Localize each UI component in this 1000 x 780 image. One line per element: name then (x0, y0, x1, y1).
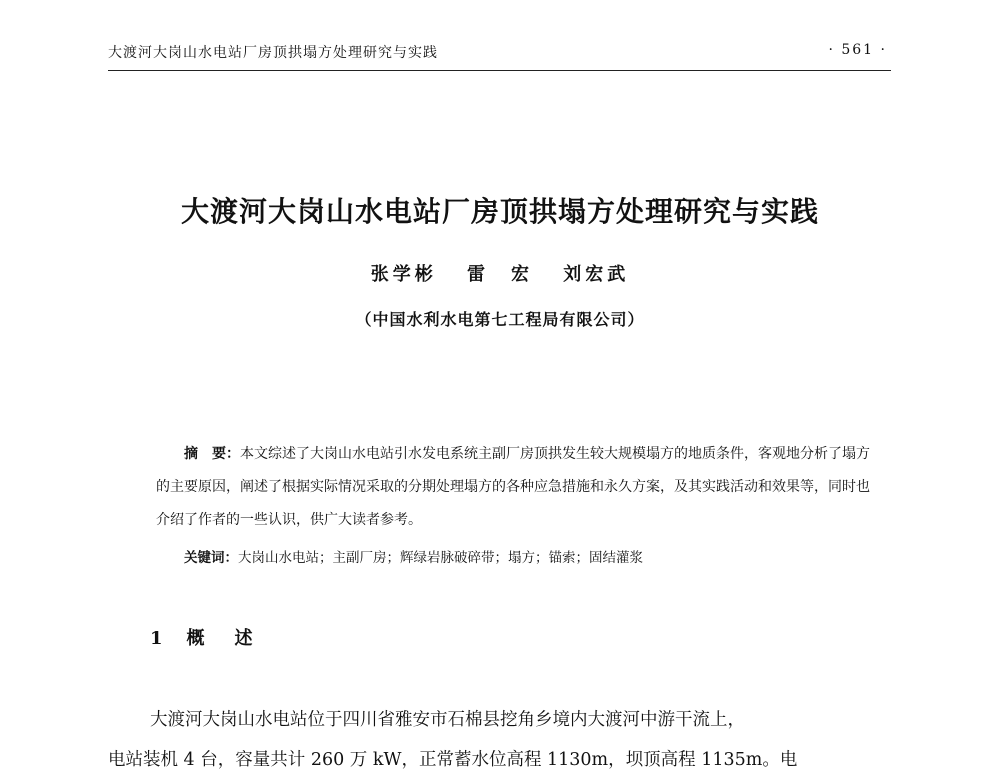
running-head (108, 36, 891, 71)
abstract-text: 本文综述了大岗山水电站引水发电系统主副厂房顶拱发生较大规模塌方的地质条件，客观地分析了塌方的主要原因，阐述了根据实际情况采取的分期处理塌方的各种应急措施和永久方案，及其实践活动和效果等，同时也介绍了作者的一些认识，供广大读者参考。 (156, 446, 870, 528)
keywords-text: 大岗山水电站；主副厂房；辉绿岩脉破碎带；塌方；锚索；固结灌浆 (238, 550, 643, 566)
keywords-label: 关键词： (184, 550, 238, 566)
author-name: 刘宏武 (563, 264, 630, 285)
section-heading (150, 624, 259, 650)
section-title: 概 述 (186, 628, 259, 649)
page-number: · 561 · (828, 42, 887, 58)
paper-title: 大渡河大岗山水电站厂房顶拱塌方处理研究与实践 (180, 195, 819, 228)
author-name: 张学彬 (370, 264, 437, 285)
abstract (156, 438, 876, 537)
body-line: 电站装机 4 台，容量共计 260 万 kW，正常蓄水位高程 1130m，坝顶高程 1135m。电 (108, 750, 798, 770)
abstract-label: 摘 要： (184, 446, 240, 462)
body-line: 大渡河大岗山水电站位于四川省雅安市石棉县挖角乡境内大渡河中游干流上， (150, 710, 745, 730)
author-name: 雷 宏 (467, 264, 533, 285)
author-list (0, 260, 1000, 286)
running-head-title: 大渡河大岗山水电站厂房顶拱塌方处理研究与实践 (108, 45, 438, 61)
keywords (184, 546, 884, 566)
affiliation: （中国水利水电第七工程局有限公司） (355, 310, 645, 329)
body-text (108, 700, 898, 780)
section-number: 1 (150, 628, 169, 649)
